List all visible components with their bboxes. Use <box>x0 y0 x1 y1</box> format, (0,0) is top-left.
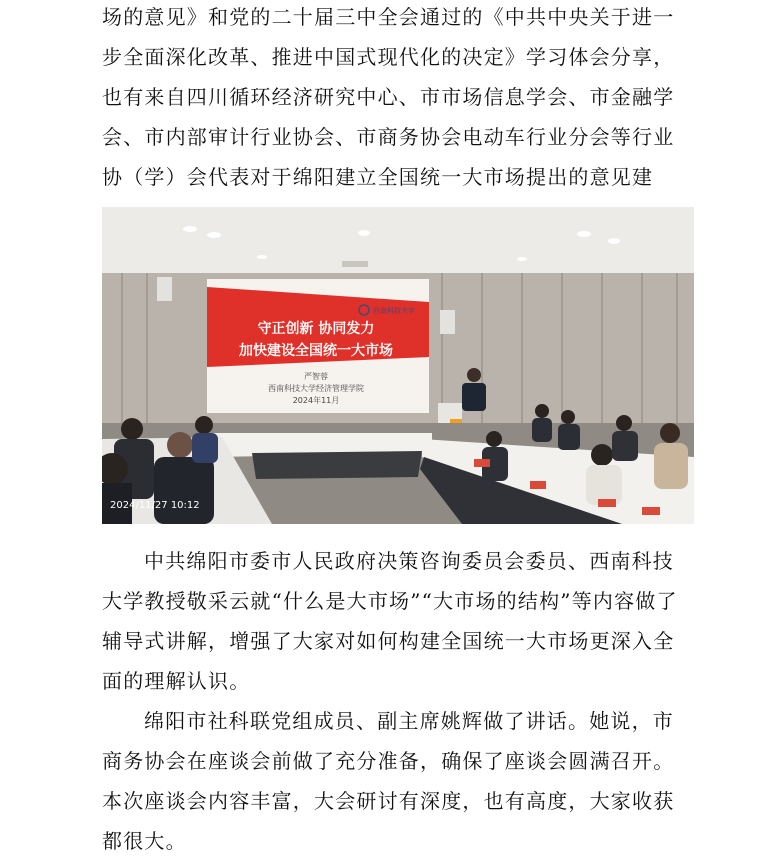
paragraph-3: 绵阳市社科联党组成员、副主席姚辉做了讲话。她说，市商务协会在座谈会前做了充分准备，确保了座谈会圆满召开。本次座谈会内容丰富，大会研讨有深度，也有高度，大家收获都很大。 <box>102 709 675 853</box>
meeting-photo <box>102 207 694 524</box>
screen-logo-text: 西南科技大学 <box>373 307 415 315</box>
screen-date: 2024年11月 <box>292 396 340 405</box>
screen-title-line-2: 加快建设全国统一大市场 <box>239 343 393 359</box>
presenter-head <box>467 368 481 382</box>
paragraph-2: 中共绵阳市委市人民政府决策咨询委员会委员、西南科技大学教授敬采云就“什么是大市场”“大市场的结构”等内容做了辅导式讲解，增强了大家对如何构建全国统一大市场更深入全面的理解认识。 <box>102 549 678 693</box>
screen-title-line-1: 守正创新 协同发力 <box>257 321 375 337</box>
ceiling-vent <box>342 261 368 267</box>
paragraph-1: 场的意见》和党的二十届三中全会通过的《中共中央关于进一步全面深化改革、推进中国式现代化的决定》学习体会分享，也有来自四川循环经济研究中心、市市场信息学会、市金融学会、市内部审计行业协会、市商务协会电动车行业分会等行业协（学）会代表对于绵阳建立全国统一大市场提出的意见建 <box>102 5 675 189</box>
presenter-body <box>462 383 486 411</box>
screen-presenter: 严智蓉 <box>304 372 328 381</box>
ceiling <box>102 207 694 277</box>
meeting-photo-drawing <box>102 207 694 524</box>
speaker-left <box>157 277 172 301</box>
table-center-front <box>252 451 422 479</box>
screen-affiliation: 西南科技大学经济管理学院 <box>268 384 364 393</box>
speaker-right <box>440 310 455 334</box>
photo-timestamp: 2024/11/27 10:12 <box>110 500 200 511</box>
